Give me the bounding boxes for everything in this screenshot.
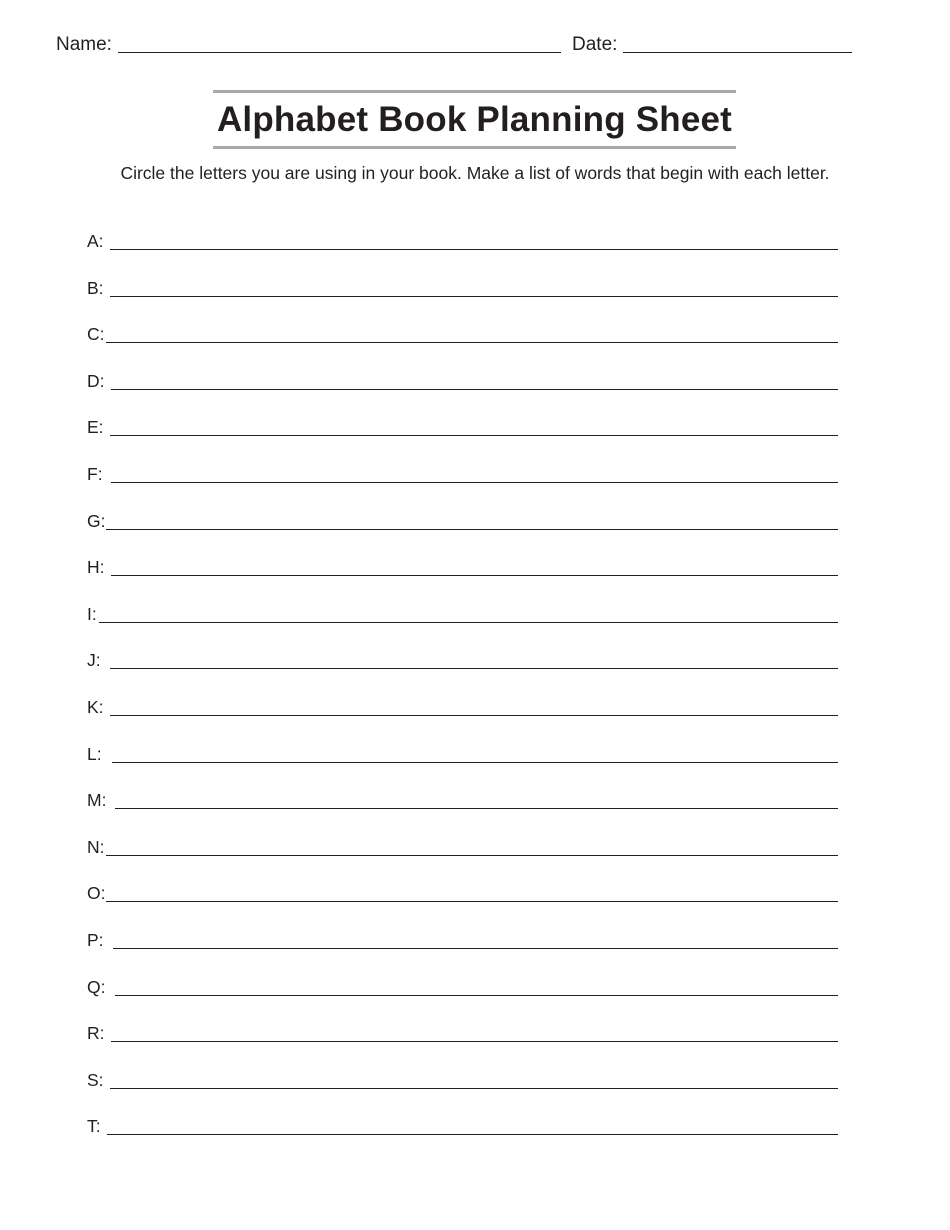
letter-row-l[interactable] <box>87 742 838 789</box>
date-write-line[interactable] <box>623 52 852 53</box>
date-field[interactable] <box>572 33 852 57</box>
letter-row-a[interactable] <box>87 229 838 276</box>
letter-label: K: <box>87 696 104 717</box>
letter-label: F: <box>87 463 103 484</box>
letter-row-c[interactable] <box>87 322 838 369</box>
letter-row-s[interactable] <box>87 1068 838 1115</box>
write-line[interactable] <box>115 808 838 809</box>
write-line[interactable] <box>112 762 838 763</box>
letter-label: D: <box>87 370 105 391</box>
page-title: Alphabet Book Planning Sheet <box>216 99 733 139</box>
letter-label: E: <box>87 417 104 438</box>
letter-row-j[interactable] <box>87 648 838 695</box>
write-line[interactable] <box>113 948 838 949</box>
letter-row-b[interactable] <box>87 276 838 323</box>
header-row <box>56 33 856 57</box>
letter-label: C: <box>87 324 105 345</box>
letter-row-p[interactable] <box>87 928 838 975</box>
letter-label: G: <box>87 510 106 531</box>
write-line[interactable] <box>99 622 838 623</box>
write-line[interactable] <box>106 529 838 530</box>
name-field[interactable] <box>56 33 561 57</box>
letter-row-f[interactable] <box>87 462 838 509</box>
letter-row-t[interactable] <box>87 1114 838 1161</box>
letter-row-k[interactable] <box>87 695 838 742</box>
letter-label: Q: <box>87 976 106 997</box>
instructions: Circle the letters you are using in your book. Make a list of words that begin with each letter. <box>120 163 830 183</box>
letter-label: N: <box>87 836 105 857</box>
letter-row-n[interactable] <box>87 835 838 882</box>
date-label: Date: <box>572 34 618 55</box>
letter-label: R: <box>87 1023 105 1044</box>
letter-label: S: <box>87 1069 104 1090</box>
letter-label: M: <box>87 790 107 811</box>
letter-label: B: <box>87 277 104 298</box>
write-line[interactable] <box>110 249 838 250</box>
write-line[interactable] <box>110 435 838 436</box>
write-line[interactable] <box>106 901 838 902</box>
name-label: Name: <box>56 34 112 55</box>
letter-row-d[interactable] <box>87 369 838 416</box>
letter-row-o[interactable] <box>87 881 838 928</box>
letter-list <box>87 229 838 1161</box>
write-line[interactable] <box>110 668 838 669</box>
write-line[interactable] <box>115 995 838 996</box>
write-line[interactable] <box>111 482 838 483</box>
letter-label: L: <box>87 743 102 764</box>
letter-row-q[interactable] <box>87 975 838 1022</box>
letter-label: H: <box>87 557 105 578</box>
letter-row-m[interactable] <box>87 788 838 835</box>
write-line[interactable] <box>111 575 839 576</box>
title-box <box>213 90 736 149</box>
letter-label: T: <box>87 1116 101 1137</box>
letter-row-r[interactable] <box>87 1021 838 1068</box>
write-line[interactable] <box>111 389 839 390</box>
write-line[interactable] <box>106 855 839 856</box>
letter-label: J: <box>87 650 101 671</box>
letter-label: A: <box>87 231 104 251</box>
letter-row-g[interactable] <box>87 509 838 556</box>
letter-label: I: <box>87 603 97 624</box>
letter-row-i[interactable] <box>87 602 838 649</box>
write-line[interactable] <box>110 1088 838 1089</box>
write-line[interactable] <box>110 715 838 716</box>
letter-row-h[interactable] <box>87 555 838 602</box>
name-write-line[interactable] <box>118 52 561 53</box>
letter-label: O: <box>87 883 106 904</box>
letter-label: P: <box>87 929 104 950</box>
write-line[interactable] <box>107 1134 838 1135</box>
write-line[interactable] <box>111 1041 839 1042</box>
letter-row-e[interactable] <box>87 415 838 462</box>
write-line[interactable] <box>106 342 839 343</box>
write-line[interactable] <box>110 296 838 297</box>
